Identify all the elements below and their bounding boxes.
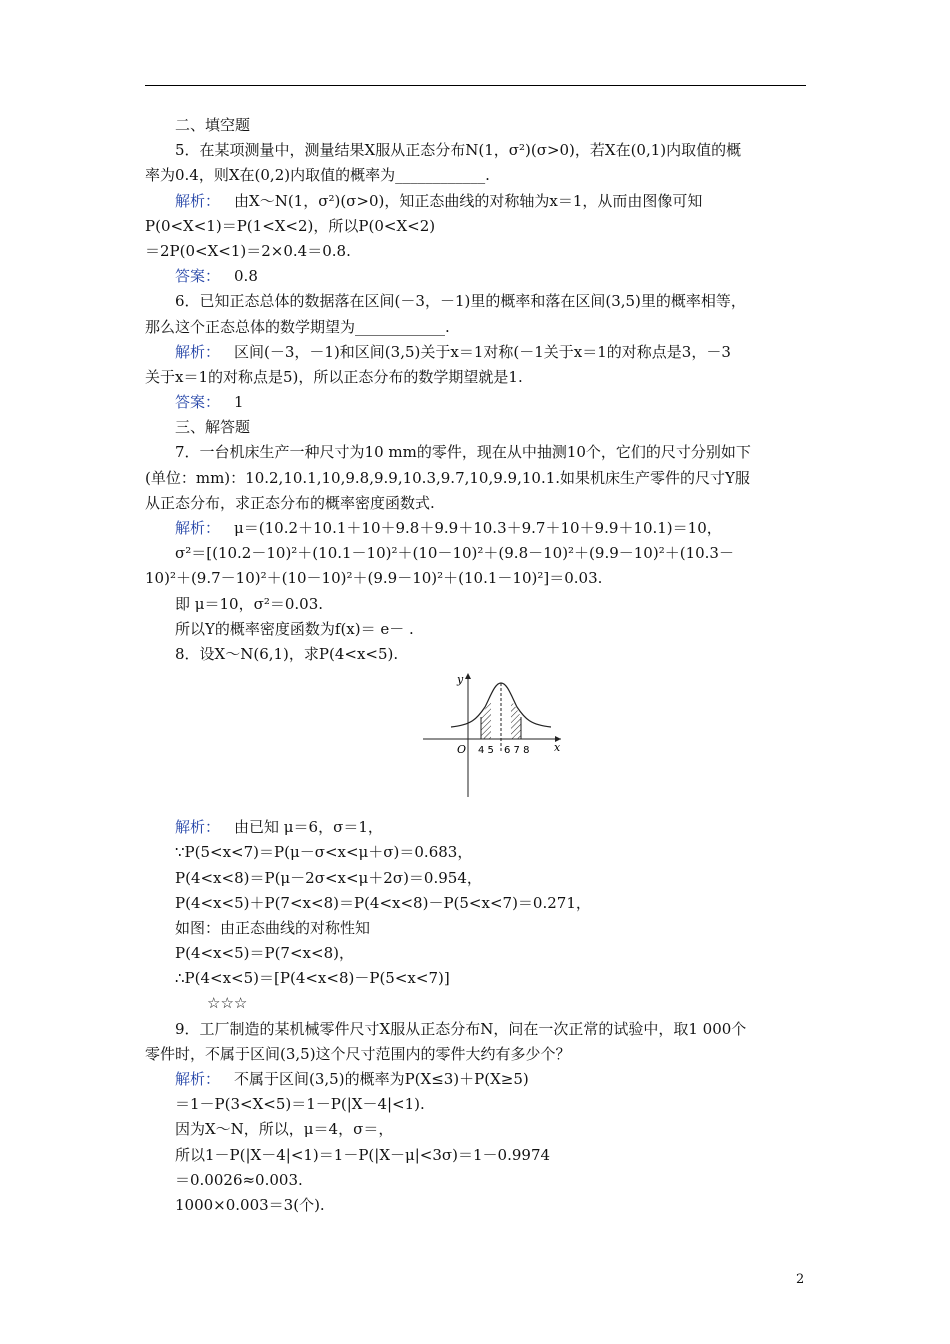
text-line	[145, 866, 806, 891]
text-line	[145, 1042, 806, 1067]
tick-labels-left: 4 5	[478, 745, 494, 757]
text-block-1	[145, 113, 806, 667]
text-line	[145, 239, 806, 264]
line-text: 8．设X～N(6,1)，求P(4<x<5).	[175, 644, 399, 663]
line-text: σ²＝[(10.2－10)²＋(10.1－10)²＋(10－10)²＋(9.8－10)²＋(9.9－10)²＋(10.3－	[175, 544, 734, 563]
tick-labels-right: 6 7 8	[504, 745, 530, 757]
line-text: P(0<X<1)＝P(1<X<2)，所以P(0<X<2)	[145, 216, 436, 235]
shaded-region-4-5	[481, 701, 491, 739]
text-line	[145, 113, 806, 138]
line-text: 0.8	[234, 267, 258, 286]
text-block-2	[145, 815, 806, 1218]
text-line	[145, 189, 806, 214]
line-text: μ＝(10.2＋10.1＋10＋9.8＋9.9＋10.3＋9.7＋10＋9.9＋10.1)＝10，	[234, 519, 722, 537]
line-text: 零件时，不属于区间(3,5)这个尺寸范围内的零件大约有多少个？	[145, 1044, 571, 1063]
text-line	[145, 592, 806, 617]
text-line	[145, 491, 806, 516]
line-text: 那么这个正态总体的数学期望为____________.	[145, 317, 450, 336]
line-text: 1	[234, 393, 244, 412]
text-line	[145, 840, 806, 865]
line-text: 所以1－P(|X－4|<1)＝1－P(|X－μ|<3σ)＝1－0.9974	[175, 1145, 551, 1164]
page-number: 2	[796, 1272, 805, 1287]
line-text: P(4<x<5)＝P(7<x<8)，	[175, 944, 354, 963]
line-text: ☆☆☆	[207, 994, 248, 1013]
y-axis-label: y	[457, 673, 464, 687]
answer-prefix: 答案：	[175, 267, 221, 286]
answer-prefix: 解析：	[175, 519, 221, 537]
text-line	[145, 941, 806, 966]
text-line	[145, 1168, 806, 1193]
line-text: ＝0.0026≈0.003.	[175, 1170, 303, 1189]
line-text: 区间(－3，－1)和区间(3,5)关于x＝1对称(－1关于x＝1的对称点是3，－3	[234, 342, 731, 361]
line-text: 二、填空题	[175, 116, 251, 134]
line-text: 即 μ＝10，σ²＝0.03.	[175, 594, 324, 613]
line-text: 9．工厂制造的某机械零件尺寸X服从正态分布N，问在一次正常的试验中，取1 000个	[175, 1019, 747, 1038]
x-axis-label: x	[554, 741, 561, 755]
line-text: 7．一台机床生产一种尺寸为10 mm的零件，现在从中抽测10个，它们的尺寸分别如下	[175, 443, 751, 462]
line-text: 因为X～N，所以，μ＝4，σ＝，	[175, 1120, 394, 1139]
answer-prefix: 解析：	[175, 191, 221, 210]
text-line	[145, 1067, 806, 1092]
text-line	[145, 1117, 806, 1142]
line-text: 5．在某项测量中，测量结果X服从正态分布N(1，σ²)(σ>0)，若X在(0,1)内取值的概	[175, 141, 742, 160]
line-text: ∴P(4<x<5)＝[P(4<x<8)－P(5<x<7)]	[175, 969, 450, 988]
text-line	[145, 340, 806, 365]
header-rule	[145, 85, 806, 86]
line-text: (单位：mm)：10.2,10.1,10,9.8,9.9,10.3,9.7,10,9.9,10.1.如果机床生产零件的尺寸Y服	[145, 468, 750, 487]
text-line	[145, 440, 806, 465]
text-line	[145, 642, 806, 667]
line-text: ＝2P(0<X<1)＝2×0.4＝0.8.	[145, 241, 351, 260]
line-text: 6．已知正态总体的数据落在区间(－3，－1)里的概率和落在区间(3,5)里的概率相等，	[175, 292, 746, 311]
normal-curve-diagram	[423, 669, 563, 799]
line-text: P(4<x<5)＋P(7<x<8)＝P(4<x<8)－P(5<x<7)＝0.271，	[175, 893, 591, 912]
line-text: 不属于区间(3,5)的概率为P(X≤3)＋P(X≥5)	[234, 1070, 529, 1088]
text-line	[145, 1143, 806, 1168]
text-line	[145, 390, 806, 415]
text-line	[145, 891, 806, 916]
line-text: P(4<x<8)＝P(μ－2σ<x<μ＋2σ)＝0.954，	[175, 868, 482, 887]
text-line	[145, 214, 806, 239]
text-line	[145, 1017, 806, 1042]
text-line	[145, 815, 806, 840]
text-line	[145, 1092, 806, 1117]
text-line	[145, 541, 806, 566]
text-line	[145, 966, 806, 991]
text-line	[145, 617, 806, 642]
text-line	[145, 566, 806, 591]
page-content	[145, 113, 806, 1218]
text-line	[145, 365, 806, 390]
line-text: 率为0.4，则X在(0,2)内取值的概率为____________.	[145, 166, 490, 185]
text-line	[145, 991, 806, 1016]
line-text: 从正态分布，求正态分布的概率密度函数式.	[145, 493, 435, 512]
line-text: 如图：由正态曲线的对称性知	[175, 918, 371, 937]
origin-label: O	[457, 743, 467, 757]
line-text: 由X～N(1，σ²)(σ>0)，知正态曲线的对称轴为x＝1，从而由图像可知	[234, 191, 703, 210]
answer-prefix: 答案：	[175, 393, 221, 412]
text-line	[145, 163, 806, 188]
y-axis-arrow	[465, 673, 471, 679]
text-line	[145, 289, 806, 314]
text-line	[145, 916, 806, 941]
line-text: ＝1－P(3<X<5)＝1－P(|X－4|<1).	[175, 1095, 425, 1114]
answer-prefix: 解析：	[175, 818, 221, 837]
text-line	[145, 516, 806, 541]
line-text: 所以Y的概率密度函数为f(x)＝ e－ .	[175, 619, 414, 638]
text-line	[145, 415, 806, 440]
text-line	[145, 1193, 806, 1218]
normal-curve-figure	[145, 667, 806, 815]
text-line	[145, 138, 806, 163]
shaded-region-7-8	[511, 701, 521, 739]
text-line	[145, 466, 806, 491]
line-text: ∵P(5<x<7)＝P(μ－σ<x<μ＋σ)＝0.683，	[175, 843, 473, 862]
line-text: 10)²＋(9.7－10)²＋(10－10)²＋(9.9－10)²＋(10.1－10)²]＝0.03.	[145, 569, 603, 588]
text-line	[145, 315, 806, 340]
answer-prefix: 解析：	[175, 1070, 221, 1088]
answer-prefix: 解析：	[175, 342, 221, 361]
line-text: 1000×0.003＝3(个).	[175, 1195, 325, 1214]
text-line	[145, 264, 806, 289]
line-text: 由已知 μ＝6，σ＝1，	[234, 818, 383, 837]
line-text: 三、解答题	[175, 418, 251, 437]
line-text: 关于x＝1的对称点是5)，所以正态分布的数学期望就是1.	[145, 367, 523, 386]
